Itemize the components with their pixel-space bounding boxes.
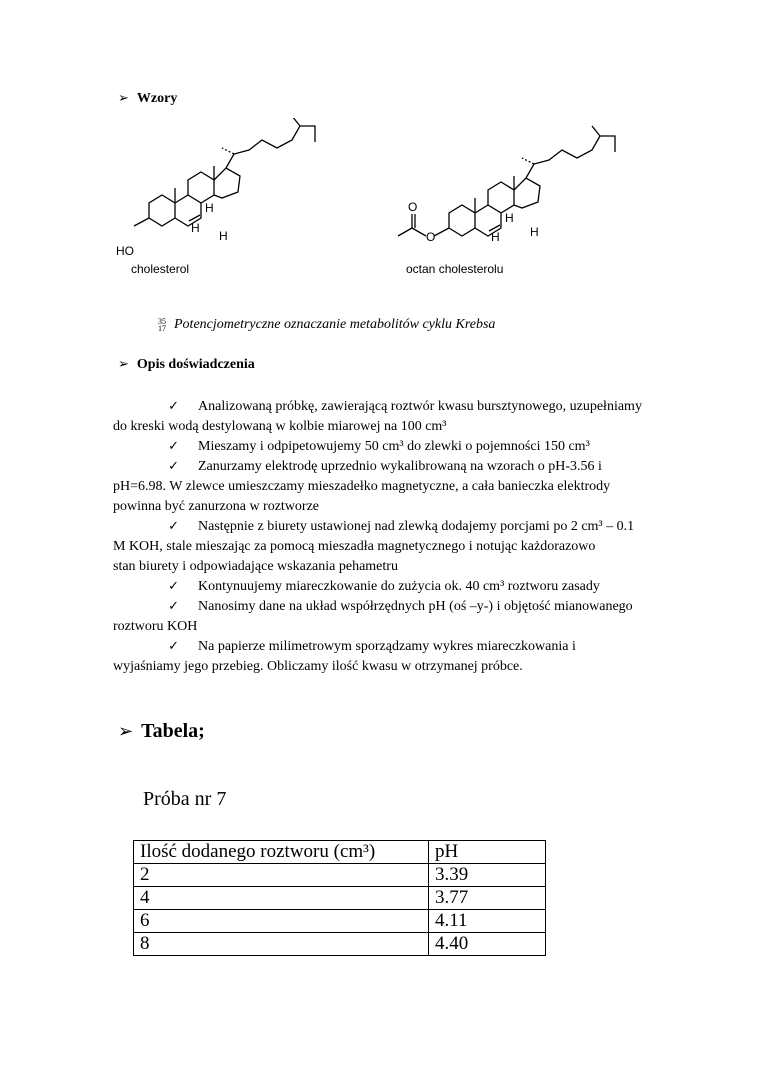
table-row <box>134 933 546 956</box>
checkmark-icon: ✓ <box>168 439 179 454</box>
ho-label: HO <box>116 244 134 258</box>
experiment-title: 35 17 Potencjometryczne oznaczanie metabolitów cyklu Krebsa <box>158 316 496 333</box>
checkmark-icon: ✓ <box>168 579 179 594</box>
table-cell: 3.39 <box>429 864 546 887</box>
cholesterol-structure <box>112 118 342 258</box>
table-cell: 2 <box>134 864 429 887</box>
results-table <box>133 840 546 956</box>
arrow-bullet-icon: ➢ <box>118 357 129 372</box>
table-cell: 6 <box>134 910 429 933</box>
table-row <box>134 864 546 887</box>
arrow-bullet-icon: ➢ <box>118 91 129 106</box>
cholesterol-label: cholesterol <box>131 262 190 276</box>
h-label: H <box>530 225 539 239</box>
arrow-bullet-icon: ➢ <box>118 721 134 742</box>
h-label: H <box>491 230 500 244</box>
sample-label: Próba nr 7 <box>143 788 227 810</box>
list-item: ✓ Kontynuujemy miareczkowanie do zużycia ok. 40 cm³ roztworu zasady <box>113 577 673 597</box>
table-header-row <box>134 841 546 864</box>
column-header: Ilość dodanego roztworu (cm³) <box>134 841 429 864</box>
list-item: ✓ Analizowaną próbkę, zawierającą roztwór kwasu bursztynowego, uzupełniamy do kreski wodą destylowaną w kolbie miarowej na 100 cm³ <box>113 399 642 434</box>
column-header: pH <box>429 841 546 864</box>
h-label: H <box>191 221 200 235</box>
formulas-heading: ➢ Wzory <box>118 91 178 106</box>
description-heading: ➢ Opis doświadczenia <box>118 357 255 372</box>
steps-list <box>113 397 673 677</box>
checkmark-icon: ✓ <box>168 459 179 474</box>
checkmark-icon: ✓ <box>168 639 179 654</box>
h-label: H <box>505 211 514 225</box>
note-number: 35 17 <box>158 316 166 333</box>
table-cell: 3.77 <box>429 887 546 910</box>
h-label: H <box>219 229 228 243</box>
list-item: ✓ Zanurzamy elektrodę uprzednio wykalibrowaną na wzorach o pH-3.56 i pH=6.98. W zlewce umieszczamy mieszadełko magnetyczne, a cała banieczka elektrody powinna być zanurzona w roztworze <box>113 459 611 514</box>
table-row <box>134 887 546 910</box>
list-item: ✓ Mieszamy i odpipetowujemy 50 cm³ do zlewki o pojemności 150 cm³ <box>113 437 673 457</box>
checkmark-icon: ✓ <box>168 599 179 614</box>
cholesterol-acetate-structure <box>384 118 654 258</box>
table-row <box>134 910 546 933</box>
o-label: O <box>426 230 436 244</box>
checkmark-icon: ✓ <box>168 519 179 534</box>
cholesterol-acetate-label: octan cholesterolu <box>406 262 504 276</box>
list-item: ✓ Następnie z biurety ustawionej nad zlewką dodajemy porcjami po 2 cm³ – 0.1 M KOH, stale mieszając za pomocą mieszadła magnetycznego i notując każdorazowo stan biurety i odpowiadające wskazania pehametru <box>113 519 635 574</box>
list-item: ✓ Nanosimy dane na układ współrzędnych pH (oś –y-) i objętość mianowanego roztworu KOH <box>113 599 633 634</box>
h-label: H <box>205 201 214 215</box>
table-cell: 4.11 <box>429 910 546 933</box>
list-item: ✓ Na papierze milimetrowym sporządzamy wykres miareczkowania i wyjaśniamy jego przebieg. Obliczamy ilość kwasu w otrzymanej próbce. <box>113 639 576 674</box>
table-cell: 4.40 <box>429 933 546 956</box>
o-label: O <box>408 200 418 214</box>
table-cell: 4 <box>134 887 429 910</box>
table-heading: ➢ Tabela; <box>118 720 205 742</box>
table-cell: 8 <box>134 933 429 956</box>
checkmark-icon: ✓ <box>168 399 179 414</box>
